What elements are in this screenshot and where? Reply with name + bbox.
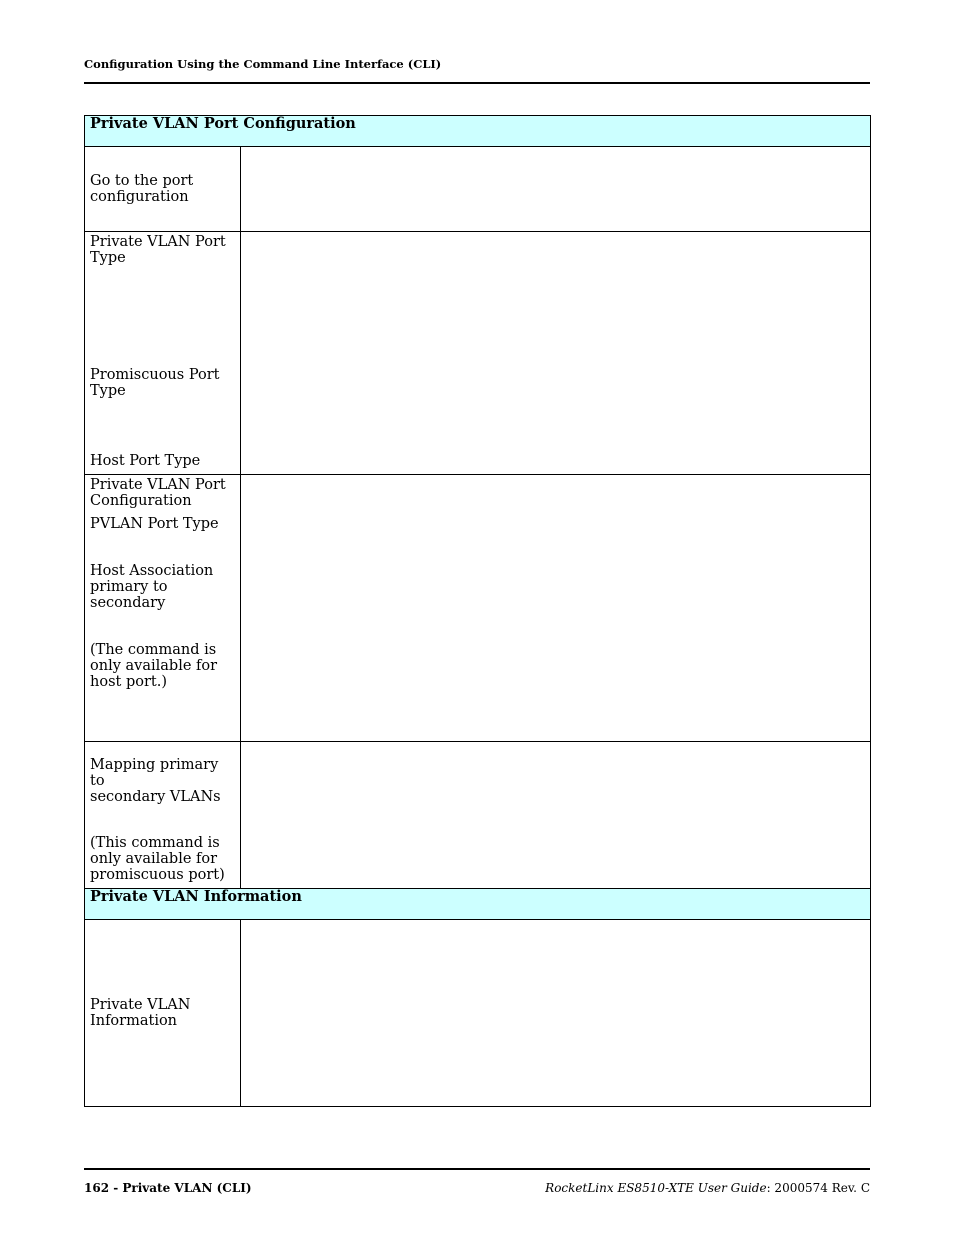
table-row xyxy=(85,147,871,232)
cli-command-table xyxy=(84,115,871,1107)
feature-label-line: (The command is xyxy=(90,642,217,658)
feature-label-line: secondary xyxy=(90,595,166,611)
feature-label-line: Type xyxy=(90,250,126,266)
table-row xyxy=(85,742,871,889)
feature-label-line: only available for xyxy=(90,851,218,867)
feature-label-line: only available for xyxy=(90,658,218,674)
footer-rule xyxy=(84,1168,870,1170)
section-heading-row xyxy=(85,116,871,147)
feature-cell xyxy=(85,147,241,232)
section-heading: Private VLAN Information xyxy=(85,889,871,920)
command-cell xyxy=(241,920,871,1107)
command-cell xyxy=(241,232,871,475)
feature-label-line: Mapping primary to xyxy=(90,757,219,789)
section-heading-row xyxy=(85,889,871,920)
feature-cell xyxy=(85,475,241,742)
table-row xyxy=(85,232,871,475)
command-cell xyxy=(241,147,871,232)
feature-label-line: host port.) xyxy=(90,674,167,690)
feature-label-line: secondary VLANs xyxy=(90,789,221,805)
feature-cell xyxy=(85,232,241,475)
feature-label-line: Private VLAN Port xyxy=(90,234,226,250)
feature-label-line: (This command is xyxy=(90,835,220,851)
feature-label-line: primary to xyxy=(90,579,168,595)
feature-label-line: configuration xyxy=(90,189,189,205)
feature-label-line: Go to the port xyxy=(90,173,194,189)
footer-page-label: 162 - Private VLAN (CLI) xyxy=(84,1181,252,1195)
feature-label-line: PVLAN Port Type xyxy=(90,516,219,532)
table-row xyxy=(85,475,871,742)
footer-doc-title xyxy=(545,1181,870,1195)
feature-label-line: Host Association xyxy=(90,563,214,579)
table-row xyxy=(85,920,871,1107)
feature-label-line: Private VLAN xyxy=(90,997,191,1013)
command-cell xyxy=(241,742,871,889)
footer-guide-name: RocketLinx ES8510-XTE User Guide xyxy=(545,1181,767,1195)
feature-cell xyxy=(85,920,241,1107)
feature-label-line: promiscuous port) xyxy=(90,867,225,883)
footer-revision: : 2000574 Rev. C xyxy=(766,1181,870,1195)
feature-label-line: Promiscuous Port xyxy=(90,367,220,383)
feature-label-line: Private VLAN Port xyxy=(90,477,226,493)
feature-label-line: Information xyxy=(90,1013,178,1029)
feature-cell xyxy=(85,742,241,889)
feature-label-line: Host Port Type xyxy=(90,453,201,469)
running-header: Configuration Using the Command Line Interface (CLI) xyxy=(84,57,442,71)
feature-label-line: Type xyxy=(90,383,126,399)
command-cell xyxy=(241,475,871,742)
section-heading: Private VLAN Port Configuration xyxy=(85,116,871,147)
header-rule xyxy=(84,82,870,84)
feature-label-line: Configuration xyxy=(90,493,192,509)
